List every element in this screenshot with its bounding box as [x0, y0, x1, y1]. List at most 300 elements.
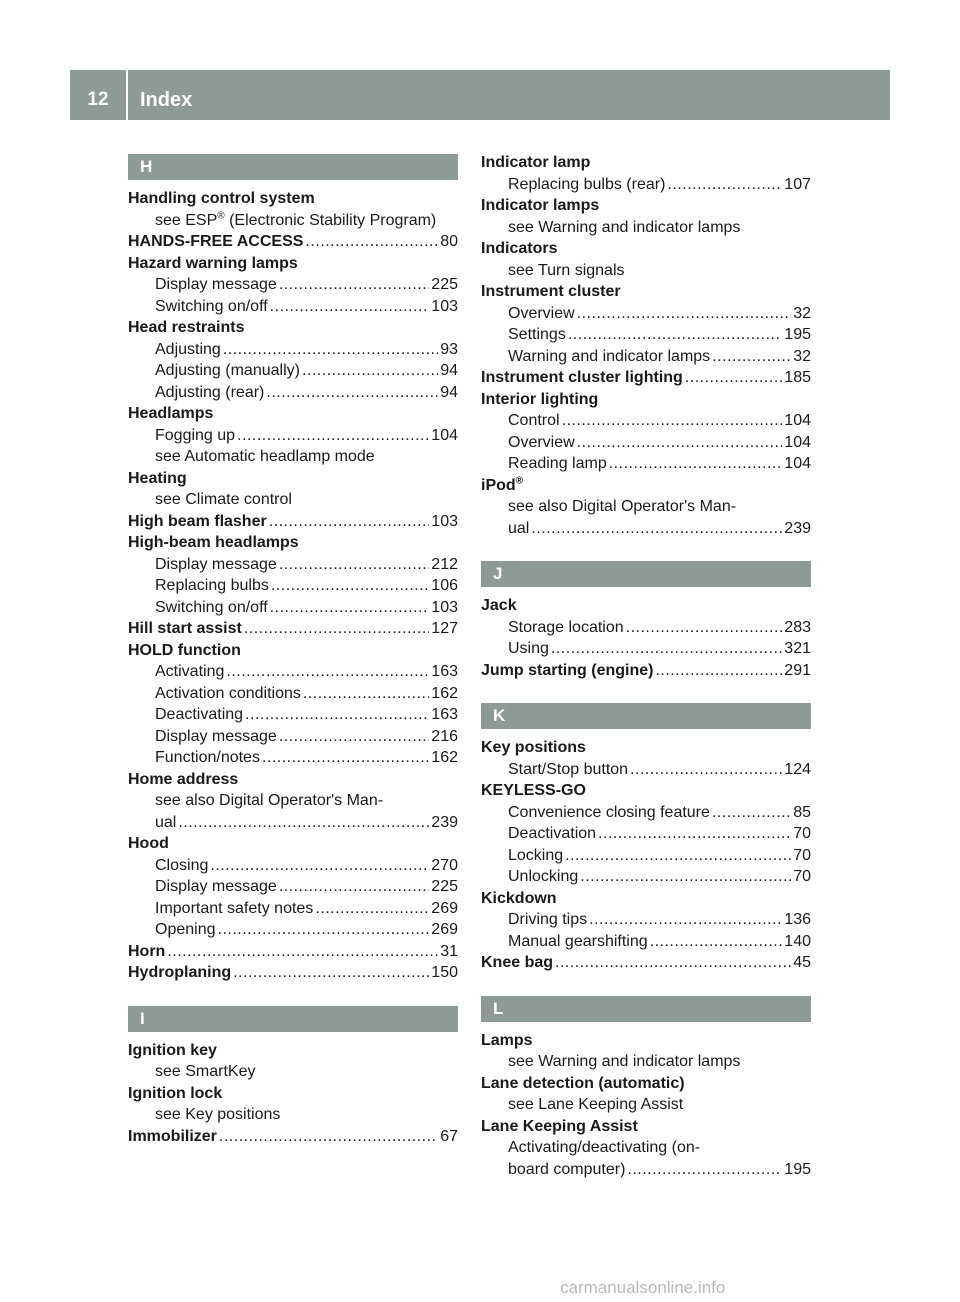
index-entry: [481, 367, 811, 389]
index-entry: [481, 1030, 811, 1073]
index-subentry: [128, 661, 458, 683]
page-reference: 104: [784, 455, 811, 472]
dot-leader: [598, 823, 791, 845]
subentry-text: see Key positions: [155, 1106, 281, 1123]
index-entry: [128, 769, 458, 834]
index-subentry: [128, 339, 458, 361]
subentry-text: Activation conditions: [155, 684, 301, 702]
index-subentry: [128, 274, 458, 296]
dot-leader: [279, 554, 429, 576]
index-subentry: [128, 210, 458, 232]
page-reference: 31: [440, 942, 458, 960]
subentry-text: see SmartKey: [155, 1063, 256, 1080]
page-reference: 163: [431, 706, 458, 723]
index-section: [481, 152, 811, 539]
page-reference: 216: [431, 727, 458, 745]
index-subentry: [481, 823, 811, 845]
index-entry: [128, 231, 458, 253]
index-entry: [128, 1126, 458, 1148]
page-reference: 106: [431, 577, 458, 594]
subentry-text: Display message: [155, 276, 277, 293]
index-entry-row: [128, 941, 458, 963]
index-entry: [128, 941, 458, 963]
page-number: 12: [87, 89, 109, 110]
page-reference: 103: [431, 598, 458, 616]
index-subentry-row: [155, 704, 458, 726]
index-subentry: [128, 683, 458, 705]
index-subentry: [481, 845, 811, 867]
page-reference: 94: [440, 362, 458, 379]
subentry-text: Start/Stop button: [508, 760, 629, 778]
dot-leader: [609, 453, 783, 475]
index-entry: [481, 475, 811, 540]
index-subentry-row: [508, 303, 811, 325]
index-subentry: [128, 726, 458, 748]
index-subentry-row: [155, 855, 458, 877]
index-term: Jump starting (engine): [481, 661, 654, 679]
page-reference: 80: [440, 233, 458, 250]
index-subentry-row: [155, 683, 458, 705]
subentry-text: Driving tips: [508, 911, 588, 928]
dot-leader: [237, 425, 429, 447]
subentry-text: Warning and indicator lamps: [508, 347, 711, 365]
index-column-right: [481, 140, 811, 1202]
index-entry-row: [128, 231, 458, 253]
index-subentry-row: [155, 876, 458, 898]
index-entry: [128, 1083, 458, 1126]
page-reference: 85: [793, 803, 811, 821]
index-entry: [128, 532, 458, 618]
page-reference: 136: [784, 911, 811, 928]
section-letter-header: J: [481, 561, 811, 587]
page-reference: 269: [431, 899, 458, 917]
index-subentry-row: [155, 597, 458, 619]
page-reference: 239: [784, 519, 811, 537]
dot-leader: [271, 575, 429, 597]
index-subentry: [481, 432, 811, 454]
page-reference: 163: [431, 663, 458, 680]
index-subentry-row: [508, 866, 811, 888]
index-subentry: [481, 909, 811, 931]
index-subentry: [481, 346, 811, 368]
index-subentry-row: [155, 296, 458, 318]
subentry-text: Replacing bulbs (rear): [508, 175, 666, 193]
index-term: Lamps: [481, 1031, 533, 1049]
dot-leader: [531, 518, 782, 540]
index-term: Jack: [481, 597, 517, 614]
subentry-text: Adjusting (manually): [155, 362, 300, 379]
index-subentry: [128, 1061, 458, 1083]
index-entry: [481, 660, 811, 682]
index-term: High-beam headlamps: [128, 534, 299, 551]
page-reference: 104: [431, 426, 458, 444]
index-term: Handling control system: [128, 190, 315, 207]
section-letter-header: L: [481, 996, 811, 1022]
dot-leader: [270, 597, 430, 619]
page-reference: 104: [784, 412, 811, 429]
index-subentry-row: [508, 324, 811, 346]
dot-leader: [568, 324, 782, 346]
index-subentry: [481, 866, 811, 888]
index-term: Immobilizer: [128, 1127, 217, 1145]
index-subentry: [481, 303, 811, 325]
index-term: HOLD function: [128, 641, 241, 659]
index-subentry: [481, 324, 811, 346]
dot-leader: [667, 174, 782, 196]
subentry-text: see Climate control: [155, 491, 292, 508]
index-subentry-row: [155, 339, 458, 361]
subentry-text: see ESP® (Electronic Stability Program): [155, 210, 437, 229]
index-term: Key positions: [481, 739, 586, 756]
index-term: Instrument cluster: [481, 283, 621, 300]
page-reference: 70: [793, 825, 811, 842]
index-term: Lane detection (automatic): [481, 1074, 685, 1092]
subentry-text: Function/notes: [155, 749, 260, 766]
index-term: KEYLESS-GO: [481, 782, 586, 799]
index-subentry-row: [155, 898, 458, 920]
index-subentry: [128, 704, 458, 726]
index-entry: [128, 511, 458, 533]
subentry-text: Overview: [508, 433, 575, 451]
index-section: [128, 154, 458, 984]
page-title: Index: [140, 89, 193, 111]
index-subentry: [481, 260, 811, 282]
index-entry-row: [128, 1126, 458, 1148]
dot-leader: [562, 410, 783, 432]
subentry-text: Display message: [155, 555, 277, 573]
index-subentry-row: [155, 360, 458, 382]
page-reference: 270: [431, 856, 458, 874]
dot-leader: [218, 919, 430, 941]
subentry-text: Manual gearshifting: [508, 932, 648, 950]
index-subentry-row: [508, 1159, 811, 1181]
dot-leader: [580, 866, 791, 888]
page-reference: 70: [793, 868, 811, 885]
index-subentry: [128, 425, 458, 447]
section-letter-header: I: [128, 1006, 458, 1032]
index-subentry-row: [508, 346, 811, 368]
index-entry: [128, 618, 458, 640]
index-subentry-row: [508, 617, 811, 639]
index-term: Heating: [128, 469, 187, 487]
index-subentry: [481, 1159, 811, 1181]
index-subentry: [128, 446, 458, 468]
subentry-text: Opening: [155, 921, 216, 938]
dot-leader: [269, 511, 430, 533]
index-entry-row: [481, 660, 811, 682]
index-term: Home address: [128, 770, 239, 788]
index-subentry: [481, 496, 811, 518]
index-term: Head restraints: [128, 319, 245, 336]
index-entry: [128, 188, 458, 231]
dot-leader: [577, 303, 792, 325]
page-reference: 225: [431, 276, 458, 293]
index-term: Ignition key: [128, 1041, 217, 1059]
index-subentry-row: [155, 274, 458, 296]
index-entry: [481, 737, 811, 780]
index-entry: [128, 403, 458, 468]
page-reference: 107: [784, 175, 811, 193]
index-entry: [481, 195, 811, 238]
page-reference: 93: [440, 340, 458, 358]
index-subentry: [481, 802, 811, 824]
subentry-text: Switching on/off: [155, 598, 268, 616]
index-term: Hood: [128, 835, 169, 852]
index-entry: [481, 152, 811, 195]
index-subentry: [481, 759, 811, 781]
index-subentry: [128, 575, 458, 597]
index-entry: [128, 468, 458, 511]
subentry-text: Fogging up: [155, 426, 236, 444]
index-entry: [481, 389, 811, 475]
index-entry-row: [128, 618, 458, 640]
index-entry: [481, 595, 811, 660]
index-subentry: [128, 360, 458, 382]
index-term: Knee bag: [481, 954, 554, 971]
subentry-text: see Turn signals: [508, 261, 625, 279]
index-entry: [128, 833, 458, 941]
subentry-text: Adjusting: [155, 340, 221, 358]
page-reference: 70: [793, 846, 811, 864]
section-letter-header: H: [128, 154, 458, 180]
index-entry: [128, 253, 458, 318]
index-term: Interior lighting: [481, 390, 599, 408]
header-divider: [126, 70, 128, 120]
subentry-text: see Warning and indicator lamps: [508, 1053, 741, 1070]
dot-leader: [555, 952, 791, 974]
dot-leader: [627, 1159, 782, 1181]
subentry-text: Display message: [155, 727, 277, 745]
page-reference: 67: [440, 1127, 458, 1145]
index-subentry: [128, 790, 458, 812]
index-subentry-row: [155, 747, 458, 769]
index-term: Horn: [128, 942, 166, 960]
dot-leader: [270, 296, 430, 318]
index-term: iPod®: [481, 475, 524, 494]
index-section: [481, 996, 811, 1181]
dot-leader: [712, 346, 791, 368]
index-subentry-row: [508, 845, 811, 867]
subentry-text: ual: [508, 519, 530, 537]
page-reference: 103: [431, 297, 458, 315]
index-term: Indicators: [481, 240, 558, 257]
index-term: High beam flasher: [128, 512, 267, 530]
dot-leader: [223, 339, 438, 361]
index-subentry: [481, 1137, 811, 1159]
dot-leader: [685, 367, 783, 389]
index-entry-row: [481, 367, 811, 389]
index-term: Kickdown: [481, 889, 557, 907]
subentry-text: Closing: [155, 856, 209, 874]
index-subentry: [481, 518, 811, 540]
page-reference: 195: [784, 326, 811, 343]
dot-leader: [279, 876, 429, 898]
index-subentry: [481, 617, 811, 639]
subentry-text: Unlocking: [508, 868, 579, 885]
page-reference: 185: [784, 369, 811, 386]
page-reference: 283: [784, 618, 811, 636]
page-reference: 103: [431, 512, 458, 530]
index-subentry: [128, 876, 458, 898]
dot-leader: [305, 231, 438, 253]
index-term: Hazard warning lamps: [128, 254, 298, 272]
index-subentry-row: [508, 802, 811, 824]
index-subentry: [481, 1051, 811, 1073]
index-subentry-row: [508, 174, 811, 196]
subentry-text: ual: [155, 813, 177, 831]
dot-leader: [589, 909, 782, 931]
index-subentry: [128, 489, 458, 511]
index-term: Hydroplaning: [128, 964, 232, 981]
subentry-text: Replacing bulbs: [155, 577, 269, 594]
index-entry: [481, 238, 811, 281]
index-subentry: [481, 638, 811, 660]
index-section: [128, 1006, 458, 1148]
page-reference: 212: [431, 555, 458, 573]
section-letter-header: K: [481, 703, 811, 729]
index-subentry: [128, 597, 458, 619]
page-reference: 32: [793, 304, 811, 322]
page-reference: 162: [431, 749, 458, 766]
index-entry: [128, 640, 458, 769]
subentry-text: Convenience closing feature: [508, 803, 710, 821]
subentry-text: Activating: [155, 663, 225, 680]
index-entry: [128, 1040, 458, 1083]
subentry-text: Important safety notes: [155, 899, 314, 917]
index-subentry-row: [155, 554, 458, 576]
index-subentry-row: [508, 909, 811, 931]
subentry-text: Reading lamp: [508, 455, 607, 472]
index-subentry-row: [155, 919, 458, 941]
index-subentry-row: [155, 425, 458, 447]
dot-leader: [565, 845, 791, 867]
page-reference: 124: [784, 760, 811, 778]
page-reference: 150: [431, 964, 458, 981]
index-subentry: [481, 931, 811, 953]
page-reference: 239: [431, 813, 458, 831]
dot-leader: [279, 726, 429, 748]
page-reference: 140: [784, 932, 811, 950]
index-entry: [481, 888, 811, 953]
dot-leader: [551, 638, 782, 660]
index-subentry: [481, 410, 811, 432]
subentry-text: see Lane Keeping Assist: [508, 1096, 684, 1113]
dot-leader: [226, 661, 429, 683]
page-reference: 291: [784, 661, 811, 679]
index-term: HANDS-FREE ACCESS: [128, 233, 304, 250]
index-subentry-row: [155, 812, 458, 834]
page-reference: 104: [784, 433, 811, 451]
index-subentry-row: [508, 638, 811, 660]
index-entry: [128, 317, 458, 403]
subentry-text: Activating/deactivating (on-: [508, 1139, 701, 1156]
index-entry-row: [128, 511, 458, 533]
subentry-text: Display message: [155, 878, 277, 895]
dot-leader: [178, 812, 429, 834]
subentry-text: Overview: [508, 304, 575, 322]
index-subentry: [128, 747, 458, 769]
dot-leader: [245, 704, 429, 726]
index-subentry: [128, 382, 458, 404]
index-entry-row: [128, 962, 458, 984]
subentry-text: Storage location: [508, 618, 624, 636]
page-reference: 269: [431, 921, 458, 938]
dot-leader: [302, 360, 438, 382]
index-subentry: [128, 812, 458, 834]
page-reference: 162: [431, 684, 458, 702]
index-subentry: [128, 296, 458, 318]
index-term: Hill start assist: [128, 620, 242, 637]
index-subentry: [481, 174, 811, 196]
index-subentry: [481, 217, 811, 239]
dot-leader: [262, 747, 429, 769]
page-reference: 195: [784, 1160, 811, 1178]
index-entry-row: [481, 952, 811, 974]
dot-leader: [303, 683, 429, 705]
index-subentry-row: [508, 518, 811, 540]
subentry-text: Settings: [508, 326, 566, 343]
subentry-text: see Automatic headlamp mode: [155, 448, 375, 465]
index-entry: [481, 1073, 811, 1116]
subentry-text: Using: [508, 640, 549, 657]
index-term: Ignition lock: [128, 1084, 223, 1102]
subentry-text: see Warning and indicator lamps: [508, 218, 741, 236]
dot-leader: [626, 617, 783, 639]
index-subentry-row: [508, 432, 811, 454]
index-term: Indicator lamp: [481, 154, 591, 171]
subentry-text: Adjusting (rear): [155, 383, 265, 401]
index-subentry: [128, 855, 458, 877]
dot-leader: [315, 898, 429, 920]
dot-leader: [266, 382, 438, 404]
index-subentry-row: [508, 823, 811, 845]
dot-leader: [650, 931, 783, 953]
page-reference: 225: [431, 878, 458, 895]
subentry-text: board computer): [508, 1160, 626, 1178]
index-subentry: [481, 453, 811, 475]
dot-leader: [244, 618, 429, 640]
index-term: Lane Keeping Assist: [481, 1117, 638, 1135]
watermark: carmanualsonline.info: [560, 1278, 726, 1297]
index-subentry: [481, 1094, 811, 1116]
index-subentry-row: [508, 453, 811, 475]
page-reference: 45: [793, 954, 811, 971]
subentry-text: Switching on/off: [155, 297, 268, 315]
dot-leader: [167, 941, 438, 963]
dot-leader: [577, 432, 783, 454]
subentry-text: Control: [508, 412, 560, 429]
index-subentry-row: [155, 382, 458, 404]
index-section: [481, 703, 811, 974]
index-entry: [481, 952, 811, 974]
index-subentry: [128, 554, 458, 576]
index-term: Instrument cluster lighting: [481, 369, 683, 386]
index-subentry-row: [155, 661, 458, 683]
page-reference: 32: [793, 347, 811, 365]
index-subentry-row: [508, 759, 811, 781]
subentry-text: Deactivation: [508, 825, 597, 842]
index-entry: [481, 780, 811, 888]
index-term: Headlamps: [128, 405, 214, 422]
subentry-text: see also Digital Operator's Man-: [508, 498, 737, 515]
index-subentry-row: [508, 410, 811, 432]
subentry-text: Deactivating: [155, 706, 244, 723]
dot-leader: [210, 855, 429, 877]
page-header: [70, 70, 890, 120]
index-subentry: [128, 919, 458, 941]
dot-leader: [655, 660, 782, 682]
dot-leader: [219, 1126, 438, 1148]
